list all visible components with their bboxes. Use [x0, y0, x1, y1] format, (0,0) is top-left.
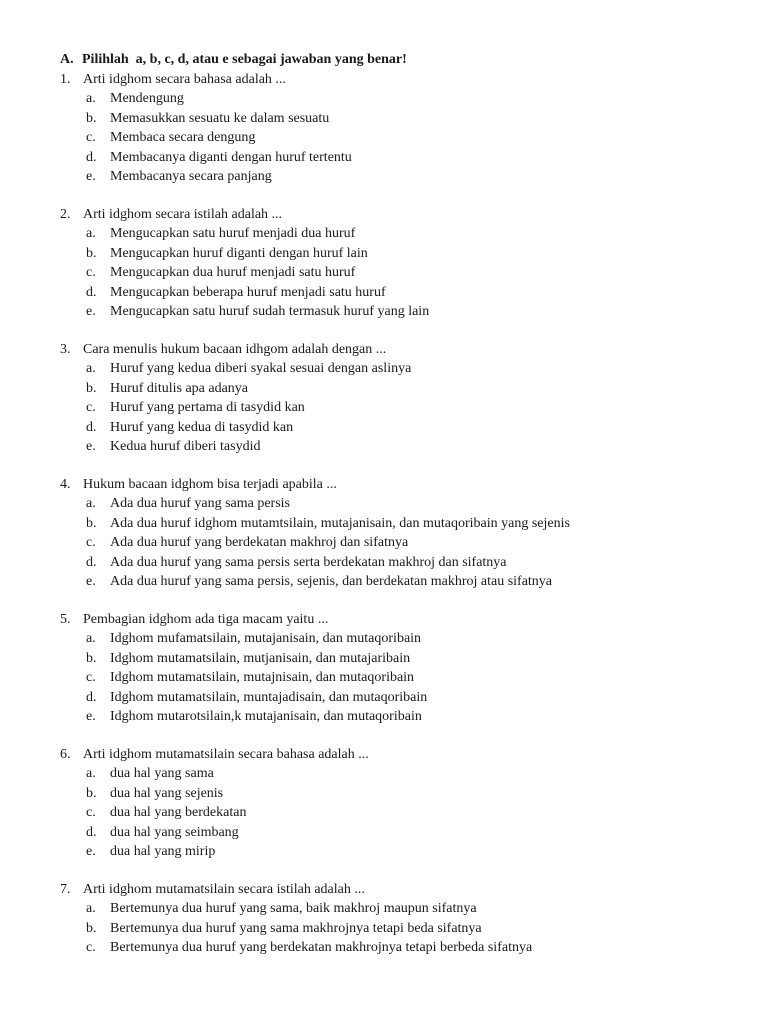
option-letter: b. — [86, 110, 97, 126]
option-text: Bertemunya dua huruf yang berdekatan makhrojnya tetapi berbeda sifatnya — [110, 940, 533, 956]
option-letter: e. — [86, 708, 96, 724]
question-stem — [60, 745, 740, 764]
option-d — [60, 823, 740, 842]
question-5 — [60, 610, 740, 726]
option-e — [60, 842, 740, 861]
option-text: Membaca secara dengung — [110, 130, 256, 146]
section-heading — [60, 51, 407, 69]
option-text: Ada dua huruf yang sama persis — [110, 496, 291, 512]
question-number: 3. — [60, 342, 71, 357]
option-text: Bertemunya dua huruf yang sama, baik makhroj maupun sifatnya — [110, 901, 477, 917]
option-text: dua hal yang seimbang — [110, 824, 239, 840]
option-text: Mengucapkan huruf diganti dengan huruf lain — [110, 245, 368, 261]
option-c — [60, 938, 740, 957]
option-a — [60, 494, 740, 513]
option-b — [60, 109, 740, 128]
option-a — [60, 764, 740, 783]
option-d — [60, 148, 740, 167]
option-text: Huruf ditulis apa adanya — [110, 380, 249, 396]
question-text: Cara menulis hukum bacaan idhgom adalah dengan ... — [83, 342, 387, 357]
option-letter: d. — [86, 284, 97, 300]
option-letter: a. — [86, 91, 96, 107]
option-letter: c. — [86, 535, 96, 551]
option-d — [60, 283, 740, 302]
option-letter: b. — [86, 380, 97, 396]
option-text: Mengucapkan satu huruf menjadi dua huruf — [110, 226, 356, 242]
option-letter: a. — [86, 766, 96, 782]
option-letter: c. — [86, 265, 96, 281]
option-text: dua hal yang mirip — [110, 843, 216, 859]
option-e — [60, 707, 740, 726]
option-c — [60, 533, 740, 552]
option-b — [60, 784, 740, 803]
option-letter: d. — [86, 554, 97, 570]
question-number: 7. — [60, 882, 71, 897]
option-e — [60, 302, 740, 321]
option-text: Mengucapkan beberapa huruf menjadi satu huruf — [110, 284, 386, 300]
option-letter: b. — [86, 245, 97, 261]
option-text: Memasukkan sesuatu ke dalam sesuatu — [110, 110, 330, 126]
option-text: Huruf yang pertama di tasydid kan — [110, 400, 305, 416]
option-text: Ada dua huruf yang berdekatan makhroj dan sifatnya — [110, 535, 409, 551]
question-stem — [60, 475, 740, 494]
option-letter: d. — [86, 419, 97, 435]
option-a — [60, 224, 740, 243]
question-1 — [60, 70, 740, 186]
question-stem — [60, 610, 740, 629]
option-text: Huruf yang kedua di tasydid kan — [110, 419, 294, 435]
option-e — [60, 437, 740, 456]
option-text: dua hal yang sama — [110, 766, 214, 782]
question-text: Hukum bacaan idghom bisa terjadi apabila ... — [83, 477, 337, 492]
option-text: Ada dua huruf yang sama persis, sejenis, dan berdekatan makhroj atau sifatnya — [110, 573, 553, 589]
question-3 — [60, 340, 740, 456]
question-text: Arti idghom mutamatsilain secara istilah adalah ... — [83, 882, 365, 897]
option-text: dua hal yang sejenis — [110, 785, 224, 801]
option-text: Ada dua huruf idghom mutamtsilain, mutajanisain, dan mutaqoribain yang sejenis — [110, 515, 570, 531]
option-letter: d. — [86, 689, 97, 705]
option-letter: a. — [86, 901, 96, 917]
question-text: Arti idghom secara bahasa adalah ... — [83, 72, 286, 87]
option-a — [60, 629, 740, 648]
option-text: Kedua huruf diberi tasydid — [110, 438, 261, 454]
option-letter: d. — [86, 149, 97, 165]
option-letter: e. — [86, 573, 96, 589]
option-e — [60, 572, 740, 591]
option-letter: d. — [86, 824, 97, 840]
question-text: Arti idghom secara istilah adalah ... — [83, 207, 283, 222]
question-stem — [60, 340, 740, 359]
question-stem — [60, 880, 740, 899]
option-letter: c. — [86, 130, 96, 146]
option-text: Bertemunya dua huruf yang sama makhrojnya tetapi beda sifatnya — [110, 920, 482, 936]
option-e — [60, 167, 740, 186]
option-letter: e. — [86, 843, 96, 859]
option-text: Huruf yang kedua diberi syakal sesuai dengan aslinya — [110, 361, 412, 377]
option-text: Idghom mutamatsilain, mutjanisain, dan mutajaribain — [110, 650, 411, 666]
option-text: Idghom mutarotsilain,k mutajanisain, dan mutaqoribain — [110, 708, 422, 724]
option-letter: b. — [86, 920, 97, 936]
option-text: Idghom mufamatsilain, mutajanisain, dan mutaqoribain — [110, 631, 422, 647]
option-letter: e. — [86, 438, 96, 454]
option-c — [60, 803, 740, 822]
option-b — [60, 244, 740, 263]
option-text: Membacanya secara panjang — [110, 168, 272, 184]
option-b — [60, 919, 740, 938]
option-letter: c. — [86, 940, 96, 956]
option-d — [60, 688, 740, 707]
option-letter: a. — [86, 361, 96, 377]
option-letter: e. — [86, 303, 96, 319]
option-c — [60, 263, 740, 282]
option-c — [60, 128, 740, 147]
option-text: Mengucapkan satu huruf sudah termasuk huruf yang lain — [110, 303, 430, 319]
option-a — [60, 899, 740, 918]
option-letter: a. — [86, 226, 96, 242]
question-number: 5. — [60, 612, 71, 627]
option-b — [60, 379, 740, 398]
option-letter: c. — [86, 400, 96, 416]
option-text: dua hal yang berdekatan — [110, 805, 247, 821]
question-number: 6. — [60, 747, 71, 762]
option-a — [60, 359, 740, 378]
option-text: Mengucapkan dua huruf menjadi satu huruf — [110, 265, 356, 281]
question-stem — [60, 205, 740, 224]
option-text: Mendengung — [110, 91, 184, 107]
option-letter: b. — [86, 785, 97, 801]
option-d — [60, 418, 740, 437]
section-title: Pilihlah a, b, c, d, atau e sebagai jawaban yang benar! — [82, 52, 407, 67]
option-d — [60, 553, 740, 572]
option-c — [60, 668, 740, 687]
question-text: Arti idghom mutamatsilain secara bahasa adalah ... — [83, 747, 369, 762]
question-stem — [60, 70, 740, 89]
option-letter: a. — [86, 496, 96, 512]
option-letter: b. — [86, 650, 97, 666]
question-4 — [60, 475, 740, 591]
option-b — [60, 514, 740, 533]
question-2 — [60, 205, 740, 321]
option-letter: c. — [86, 670, 96, 686]
option-text: Idghom mutamatsilain, mutajnisain, dan mutaqoribain — [110, 670, 415, 686]
question-text: Pembagian idghom ada tiga macam yaitu ... — [83, 612, 329, 627]
option-text: Idghom mutamatsilain, muntajadisain, dan mutaqoribain — [110, 689, 428, 705]
option-letter: c. — [86, 805, 96, 821]
question-6 — [60, 745, 740, 861]
option-letter: e. — [86, 168, 96, 184]
option-c — [60, 398, 740, 417]
question-number: 2. — [60, 207, 71, 222]
section-letter: A. — [60, 52, 74, 67]
option-letter: b. — [86, 515, 97, 531]
question-number: 1. — [60, 72, 71, 87]
option-b — [60, 649, 740, 668]
option-a — [60, 89, 740, 108]
option-text: Ada dua huruf yang sama persis serta berdekatan makhroj dan sifatnya — [110, 554, 507, 570]
option-text: Membacanya diganti dengan huruf tertentu — [110, 149, 352, 165]
question-7 — [60, 880, 740, 958]
question-number: 4. — [60, 477, 71, 492]
option-letter: a. — [86, 631, 96, 647]
